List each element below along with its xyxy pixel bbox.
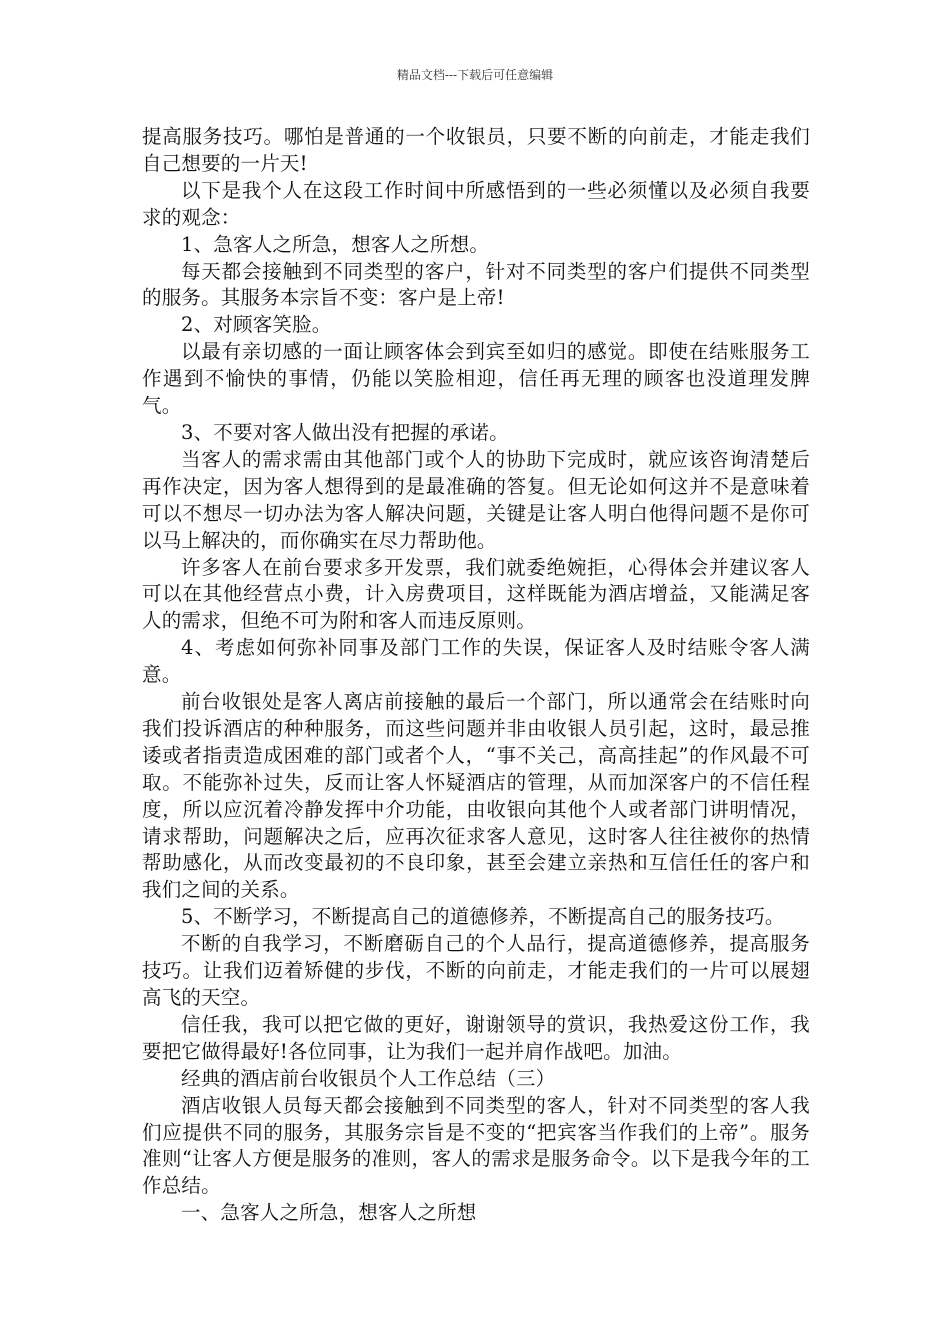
document-subtitle: 经典的酒店前台收银员个人工作总结（三） — [181, 1066, 556, 1090]
paragraph: 以最有亲切感的一面让顾客体会到宾至如归的感觉。即使在结账服务工作遇到不愉快的事情，仍能以笑脸相迎，信任再无理的顾客也没道理发脾气。 — [142, 340, 810, 418]
paragraph: 许多客人在前台要求多开发票，我们就委绝婉拒，心得体会并建议客人可以在其他经营点小费，计入房费项目，这样既能为酒店增益，又能满足客人的需求，但绝不可为附和客人而违反原则。 — [142, 555, 810, 633]
paragraph: 以下是我个人在这段工作时间中所感悟到的一些必须懂以及必须自我要求的观念： — [142, 178, 810, 229]
paragraph: 信任我，我可以把它做的更好，谢谢领导的赏识，我热爱这份工作，我要把它做得最好!各位同事，让为我们一起并肩作战吧。加油。 — [142, 1012, 810, 1063]
page-header: 精品文档---下载后可任意编辑 — [396, 68, 554, 82]
section-heading: 3、不要对客人做出没有把握的承诺。 — [181, 420, 509, 444]
paragraph: 每天都会接触到不同类型的客户，针对不同类型的客户们提供不同类型的服务。其服务本宗旨不变：客户是上帝! — [142, 259, 810, 310]
section-heading: 4、考虑如何弥补同事及部门工作的失误，保证客人及时结账令客人满意。 — [142, 636, 810, 687]
paragraph: 不断的自我学习，不断磨砺自己的个人品行，提高道德修养，提高服务技巧。让我们迈着矫健的步伐，不断的向前走，才能走我们的一片可以展翅高飞的天空。 — [142, 932, 810, 1009]
section-heading: 5、不断学习，不断提高自己的道德修养，不断提高自己的服务技巧。 — [181, 905, 785, 929]
paragraph: 酒店收银人员每天都会接触到不同类型的客人，针对不同类型的客人我们应提供不同的服务，其服务宗旨是不变的“把宾客当作我们的上帝”。服务准则“让客人方便是服务的准则，客人的需求是服务命令。以下是我今年的工作总结。 — [142, 1093, 810, 1198]
section-heading: 2、对顾客笑脸。 — [181, 313, 332, 337]
paragraph: 当客人的需求需由其他部门或个人的协助下完成时，就应该咨询清楚后再作决定，因为客人想得到的是最准确的答复。但无论如何这并不是意味着可以不想尽一切办法为客人解决问题，关键是让客人明白他得问题不是你可以马上解决的，而你确实在尽力帮助他。 — [142, 447, 810, 552]
paragraph: 提高服务技巧。哪怕是普通的一个收银员，只要不断的向前走，才能走我们自己想要的一片天! — [142, 125, 810, 175]
section-heading: 1、急客人之所急，想客人之所想。 — [181, 232, 490, 256]
section-heading: 一、急客人之所急，想客人之所想 — [181, 1201, 477, 1225]
document-body — [142, 124, 810, 1227]
paragraph: 前台收银处是客人离店前接触的最后一个部门，所以通常会在结账时向我们投诉酒店的种种服务，而这些问题并非由收银人员引起，这时，最忌推诿或者指责造成困难的部门或者个人，“事不关己，高高挂起”的作风最不可取。不能弥补过失，反而让客人怀疑酒店的管理，从而加深客户的不信任程度，所以应沉着冷静发挥中介功能，由收银向其他个人或者部门讲明情况，请求帮助，问题解决之后，应再次征求客人意见，这时客人往往被你的热情帮助感化，从而改变最初的不良印象，甚至会建立亲热和互信任任的客户和我们之间的关系。 — [142, 690, 810, 902]
